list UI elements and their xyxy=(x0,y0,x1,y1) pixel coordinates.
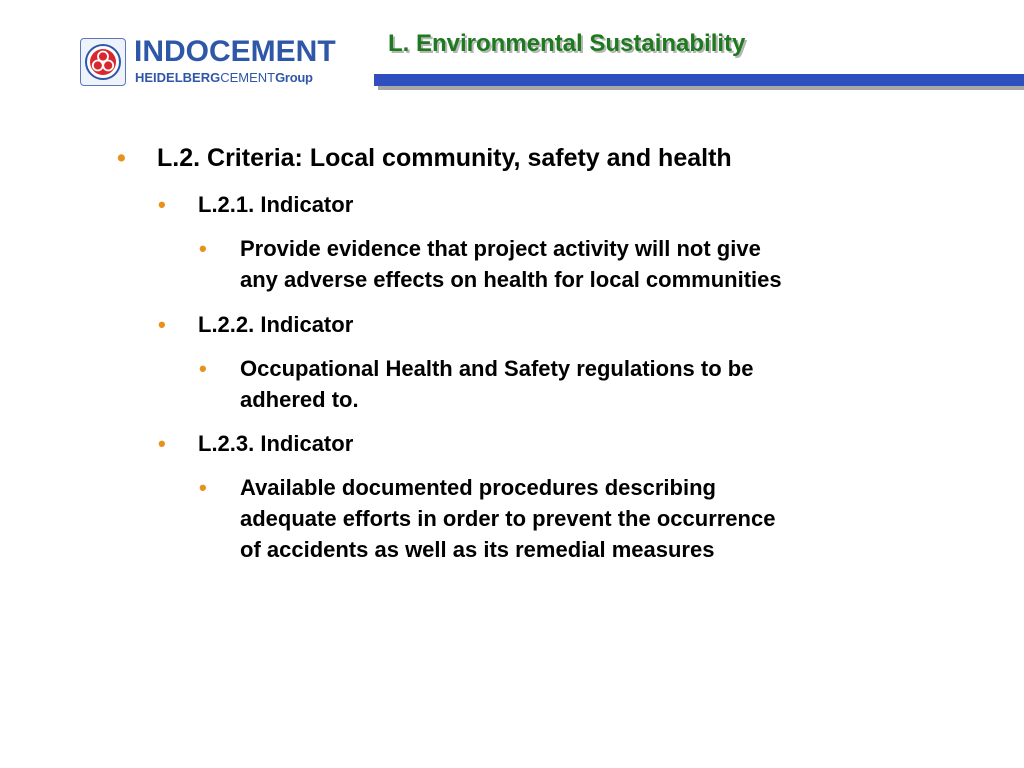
indicator-detail-line: any adverse effects on health for local communities xyxy=(240,267,782,292)
bullet-marker: • xyxy=(199,356,207,381)
bullet-marker: • xyxy=(117,144,126,172)
indicator-label: L.2.2. Indicator xyxy=(198,312,354,337)
bullet-marker: • xyxy=(158,431,166,456)
indicator-label: L.2.1. Indicator xyxy=(198,192,354,217)
indicator-detail-line: Occupational Health and Safety regulations to be xyxy=(240,356,754,381)
logo-sub-regular: CEMENT xyxy=(220,70,276,85)
indicator-detail-line: of accidents as well as its remedial measures xyxy=(240,537,715,562)
logo-sub-tail: Group xyxy=(275,70,313,85)
bullet-marker: • xyxy=(158,192,166,217)
indicator-detail-line: adhered to. xyxy=(240,387,359,412)
logo-wordmark: INDOCEMENT xyxy=(134,35,336,68)
criteria-heading: L.2. Criteria: Local community, safety and health xyxy=(157,144,732,172)
indicator-detail-line: Available documented procedures describing xyxy=(240,475,716,500)
indicator-detail-line: Provide evidence that project activity will not give xyxy=(240,236,761,261)
indicator-label: L.2.3. Indicator xyxy=(198,431,354,456)
bullet-marker: • xyxy=(199,236,207,261)
bullet-marker: • xyxy=(199,475,207,500)
indicator-detail-line: adequate efforts in order to prevent the occurrence xyxy=(240,506,776,531)
logo-sub-bold: HEIDELBERG xyxy=(135,70,221,85)
bullet-marker: • xyxy=(158,312,166,337)
slide-title: L. Environmental Sustainability xyxy=(388,30,746,57)
